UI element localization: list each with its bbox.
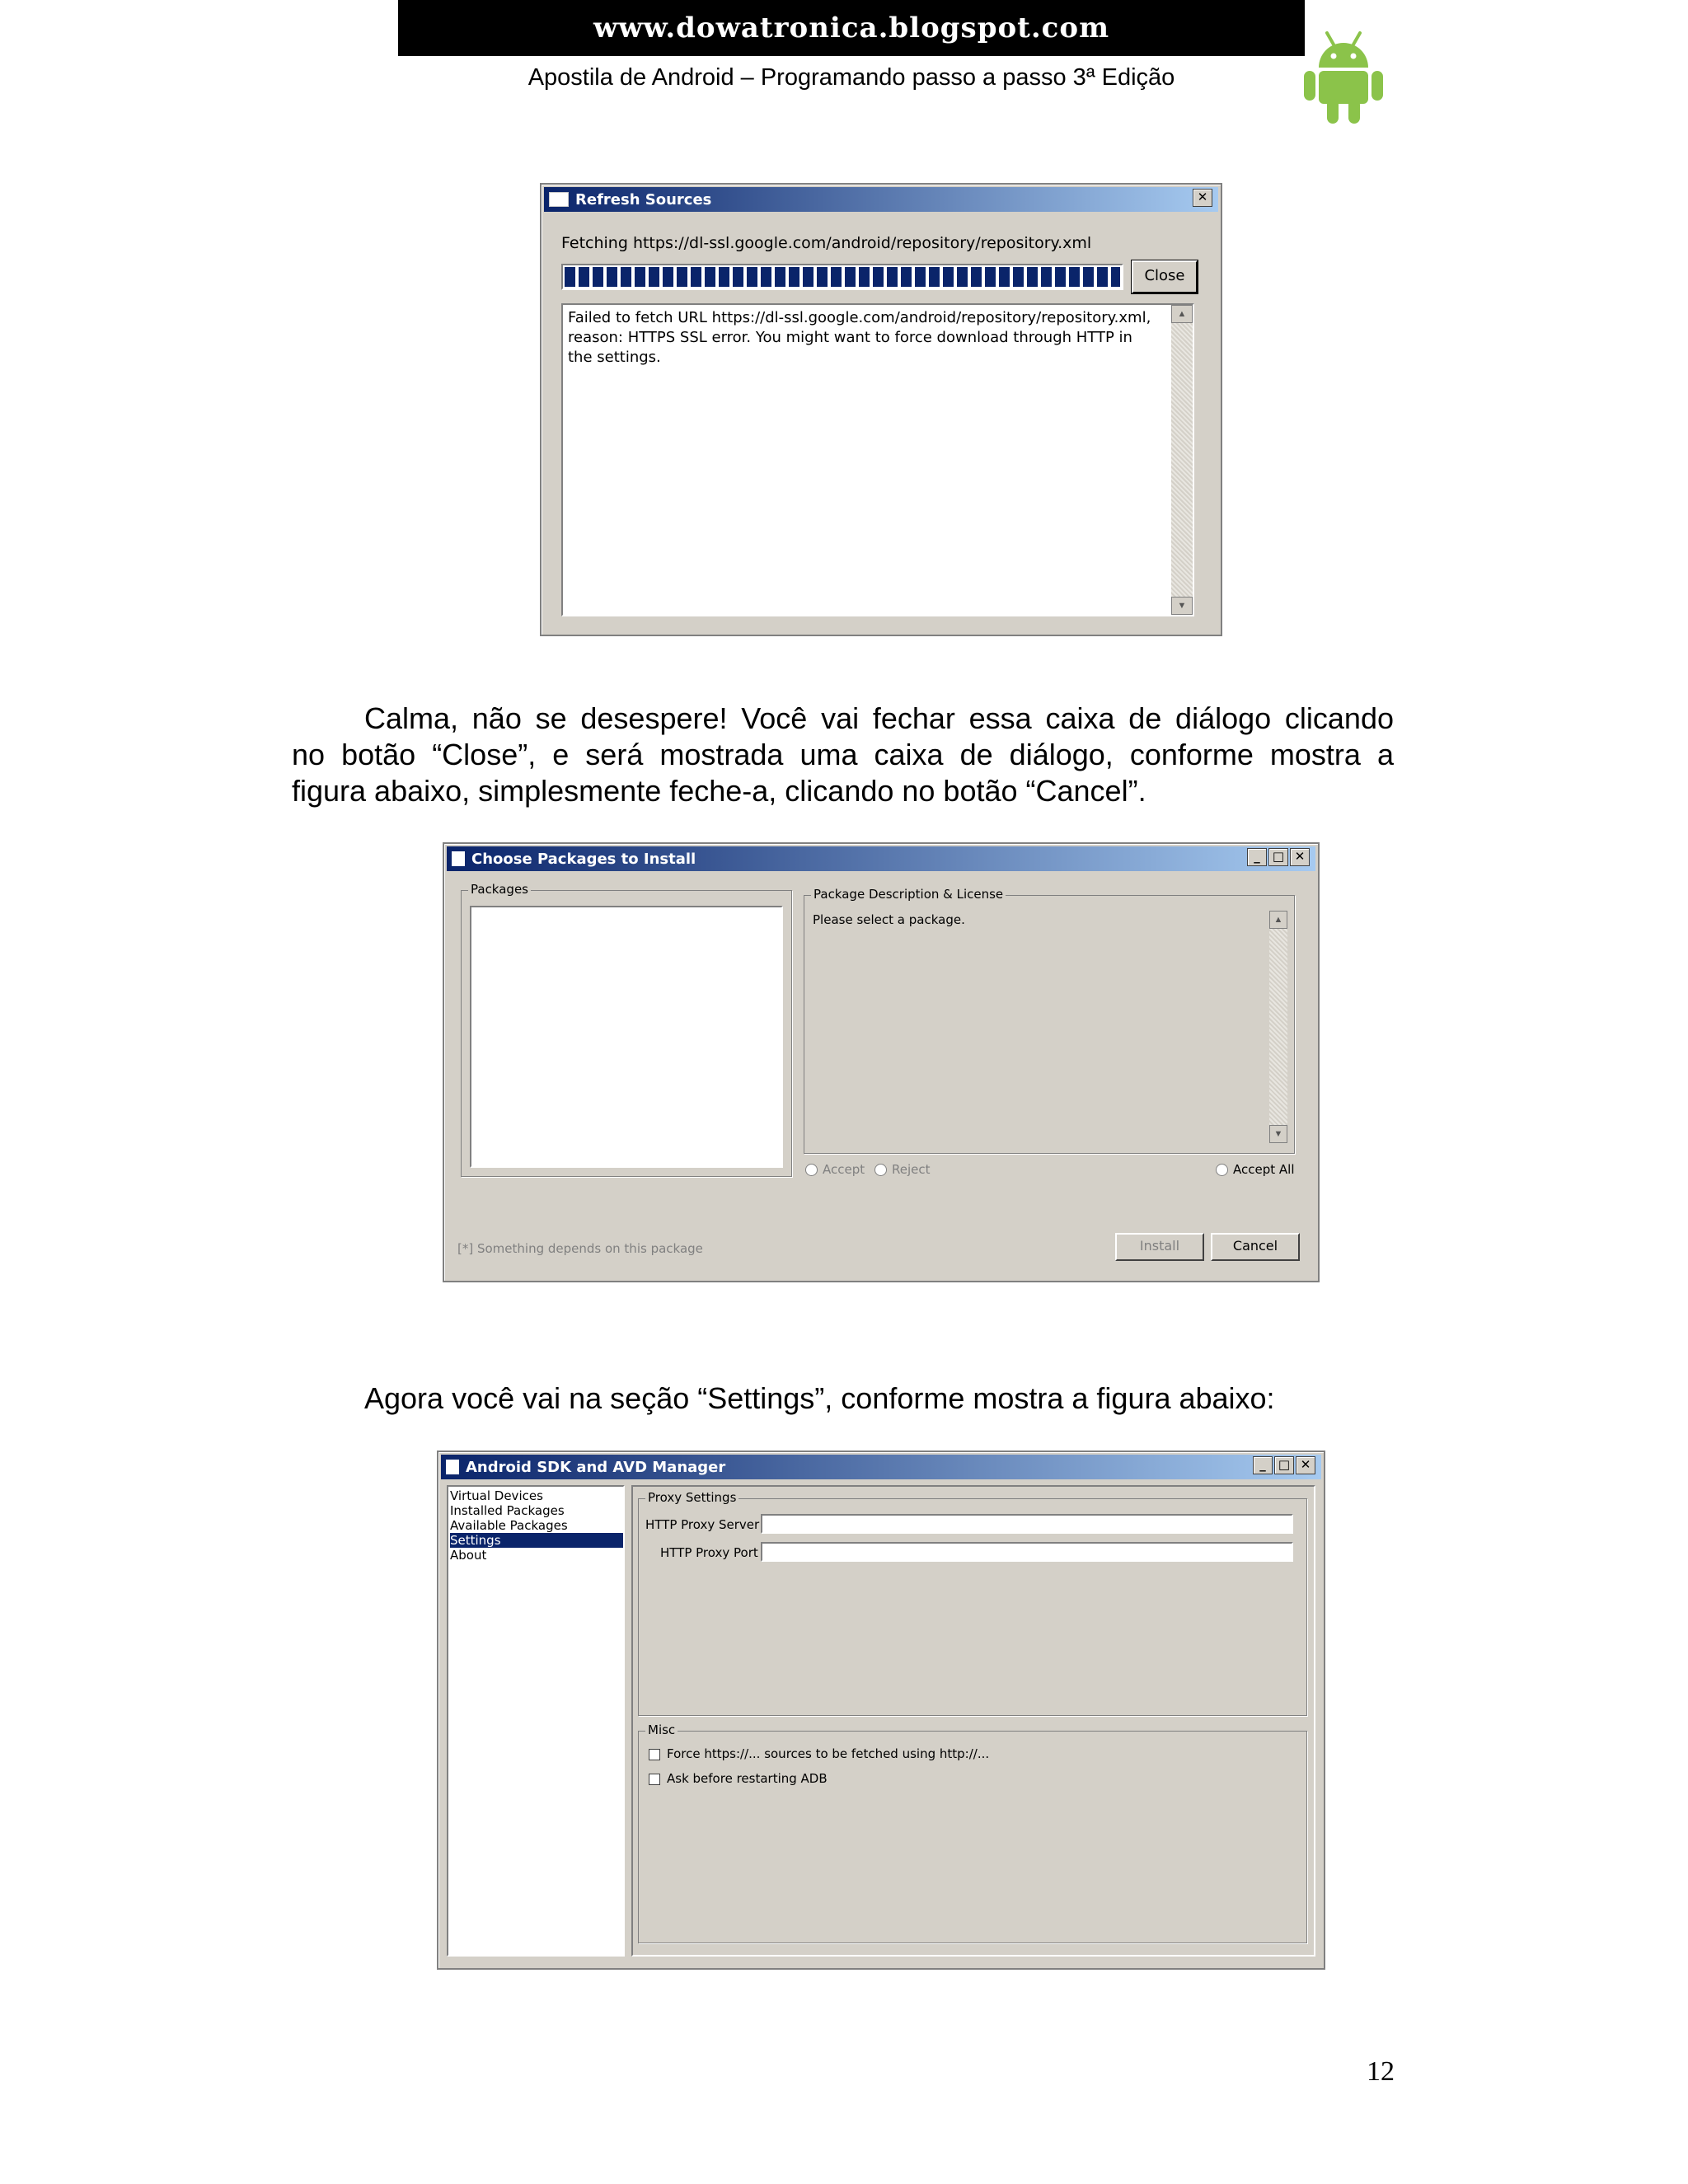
- close-icon[interactable]: ✕: [1296, 1456, 1315, 1474]
- description-group: [804, 887, 1295, 1154]
- scroll-up-icon[interactable]: ▲: [1171, 305, 1193, 323]
- progress-bar: [561, 264, 1123, 290]
- window-icon: [549, 192, 569, 207]
- refresh-sources-dialog: [540, 183, 1222, 636]
- window-title: Android SDK and AVD Manager: [466, 1458, 726, 1476]
- title-bar: [441, 1455, 1321, 1479]
- proxy-settings-group: [638, 1490, 1307, 1716]
- scrollbar[interactable]: [1171, 305, 1193, 615]
- close-icon[interactable]: ✕: [1290, 848, 1310, 866]
- fetching-label: Fetching https://dl-ssl.google.com/android/repository/repository.xml: [561, 234, 1092, 252]
- install-button[interactable]: Install: [1115, 1233, 1204, 1261]
- http-proxy-port-input[interactable]: [761, 1542, 1293, 1562]
- site-banner: www.dowatronica.blogspot.com: [398, 0, 1305, 56]
- settings-panel: [631, 1485, 1315, 1957]
- maximize-icon[interactable]: □: [1274, 1456, 1294, 1474]
- checkbox-icon: [649, 1749, 660, 1760]
- paragraph-line: figura abaixo, simplesmente feche-a, clicando no botão “Cancel”.: [292, 774, 1146, 808]
- sdk-manager-window: [437, 1451, 1325, 1970]
- checkbox-label: Ask before restarting ADB: [667, 1771, 828, 1786]
- close-button[interactable]: Close: [1132, 260, 1198, 293]
- http-proxy-port-label: HTTP Proxy Port: [660, 1545, 758, 1560]
- nav-item-available-packages[interactable]: Available Packages: [450, 1518, 568, 1533]
- reject-radio[interactable]: [874, 1162, 931, 1177]
- maximize-icon[interactable]: □: [1268, 848, 1288, 866]
- description-text: Please select a package.: [813, 912, 965, 927]
- radio-label: Accept: [823, 1162, 865, 1177]
- force-http-checkbox[interactable]: [649, 1746, 989, 1761]
- page-number: 12: [1367, 2056, 1395, 2087]
- misc-group: [638, 1722, 1307, 1943]
- scrollbar[interactable]: [1269, 911, 1287, 1143]
- scroll-down-icon[interactable]: ▼: [1269, 1125, 1287, 1143]
- nav-list: [447, 1485, 625, 1957]
- android-logo-icon: [1302, 25, 1385, 125]
- ask-restart-adb-checkbox[interactable]: [649, 1771, 828, 1786]
- log-text: Failed to fetch URL https://dl-ssl.google.com/android/repository/repository.xml, reason: HTTPS SSL error. You might want to force download through HTTP in the settings.: [568, 309, 1151, 366]
- group-label: Misc: [645, 1722, 678, 1737]
- checkbox-icon: [649, 1774, 660, 1785]
- paragraph-2: Agora você vai na seção “Settings”, conforme mostra a figura abaixo:: [364, 1381, 1275, 1415]
- scroll-down-icon[interactable]: ▼: [1171, 597, 1193, 615]
- window-icon: [452, 851, 465, 866]
- window-icon: [446, 1460, 459, 1474]
- nav-item-installed-packages[interactable]: Installed Packages: [450, 1503, 565, 1518]
- document-subtitle: Apostila de Android – Programando passo a passo 3ª Edição: [528, 64, 1175, 91]
- dialog-title: Choose Packages to Install: [471, 850, 696, 868]
- group-label: Proxy Settings: [645, 1490, 738, 1505]
- progress-fill: [565, 267, 1120, 287]
- nav-item-settings[interactable]: Settings: [450, 1533, 623, 1548]
- checkbox-label: Force https://... sources to be fetched using http://...: [667, 1746, 990, 1761]
- close-icon[interactable]: ✕: [1193, 189, 1212, 207]
- footer-note: [*] Something depends on this package: [457, 1241, 703, 1256]
- nav-item-about[interactable]: About: [450, 1548, 487, 1563]
- title-bar: [447, 846, 1315, 871]
- paragraph-line: Calma, não se desespere! Você vai fechar essa caixa de diálogo clicando: [364, 701, 1394, 735]
- packages-list[interactable]: [470, 906, 783, 1168]
- radio-label: Accept All: [1233, 1162, 1295, 1177]
- packages-group: [461, 882, 792, 1177]
- dialog-title: Refresh Sources: [575, 190, 712, 209]
- http-proxy-server-input[interactable]: [761, 1514, 1293, 1534]
- radio-label: Reject: [892, 1162, 931, 1177]
- title-bar: [544, 187, 1218, 212]
- choose-packages-dialog: [443, 842, 1320, 1282]
- paragraph-line: no botão “Close”, e será mostrada uma caixa de diálogo, conforme mostra a: [292, 738, 1394, 771]
- nav-item-virtual-devices[interactable]: Virtual Devices: [450, 1488, 543, 1503]
- accept-radio[interactable]: [805, 1162, 865, 1177]
- minimize-icon[interactable]: _: [1247, 848, 1267, 866]
- log-area[interactable]: [561, 303, 1194, 616]
- paragraph-1: [292, 701, 1394, 809]
- accept-all-radio[interactable]: [1216, 1162, 1295, 1177]
- cancel-button[interactable]: Cancel: [1211, 1233, 1300, 1261]
- http-proxy-server-label: HTTP Proxy Server: [645, 1517, 760, 1532]
- group-label: Package Description & License: [811, 887, 1006, 902]
- scroll-up-icon[interactable]: ▲: [1269, 911, 1287, 929]
- group-label: Packages: [468, 882, 531, 897]
- minimize-icon[interactable]: _: [1253, 1456, 1273, 1474]
